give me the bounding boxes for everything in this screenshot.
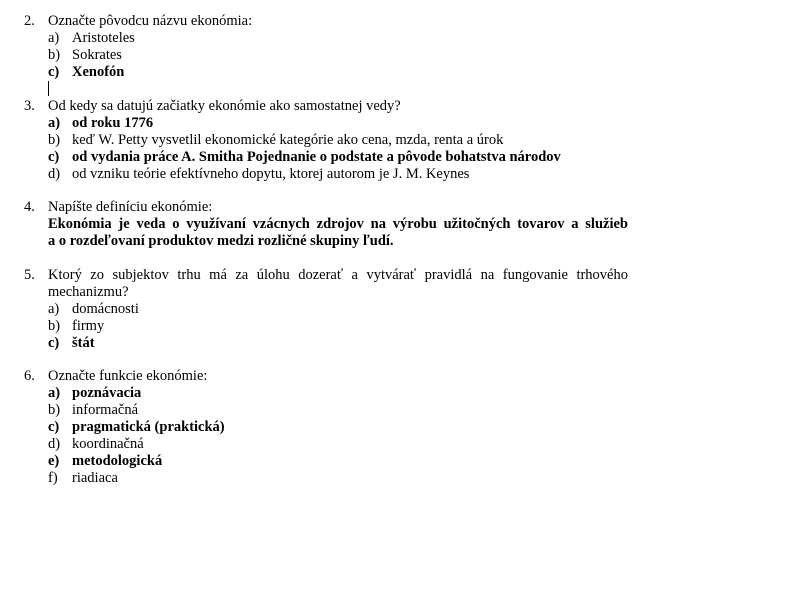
answer-text: Ekonómia je veda o využívaní vzácnych zdrojov na výrobu užitočných tovarov a služieb — [48, 216, 628, 232]
option-a: a) Aristoteles — [48, 30, 135, 46]
question-number: 6. — [24, 368, 35, 384]
question-5 — [0, 267, 800, 352]
option-c-correct: c) pragmatická (praktická) — [48, 419, 225, 435]
question-text: Označte pôvodcu názvu ekonómia: — [48, 13, 253, 29]
question-6 — [0, 368, 800, 487]
question-2 — [0, 13, 800, 98]
option-b: b) keď W. Petty vysvetlil ekonomické kategórie ako cena, mzda, renta a úrok — [48, 132, 504, 148]
option-f: f) riadiaca — [48, 470, 118, 486]
option-a: a) domácnosti — [48, 301, 139, 317]
option-e-correct: e) metodologická — [48, 453, 163, 469]
option-c-correct: c) od vydania práce A. Smitha Pojednanie o podstate a pôvode bohatstva národov — [48, 149, 561, 165]
option-b: b) Sokrates — [48, 47, 122, 63]
question-text: Ktorý zo subjektov trhu má za úlohu dozerať a vytvárať pravidlá na fungovanie trhového — [48, 267, 628, 283]
option-a-correct: a) poznávacia — [48, 385, 142, 401]
option-c-correct: c) Xenofón — [48, 64, 125, 80]
question-text-continued: mechanizmu? — [48, 284, 129, 300]
option-d: d) od vzniku teórie efektívneho dopytu, ktorej autorom je J. M. Keynes — [48, 166, 470, 182]
question-text: Napíšte definíciu ekonómie: — [48, 199, 213, 215]
answer-text: a o rozdeľovaní produktov medzi rozličné skupiny ľudí. — [48, 233, 394, 249]
question-number: 3. — [24, 98, 35, 114]
question-number: 4. — [24, 199, 35, 215]
option-b: b) firmy — [48, 318, 105, 334]
option-b: b) informačná — [48, 402, 139, 418]
option-a-correct: a) od roku 1776 — [48, 115, 154, 131]
question-3 — [0, 98, 800, 183]
question-4 — [0, 199, 800, 250]
text-cursor — [48, 81, 49, 96]
question-text: Od kedy sa datujú začiatky ekonómie ako samostatnej vedy? — [48, 98, 401, 114]
question-number: 2. — [24, 13, 35, 29]
option-c-correct: c) štát — [48, 335, 95, 351]
question-number: 5. — [24, 267, 35, 283]
question-text: Označte funkcie ekonómie: — [48, 368, 208, 384]
option-d: d) koordinačná — [48, 436, 144, 452]
